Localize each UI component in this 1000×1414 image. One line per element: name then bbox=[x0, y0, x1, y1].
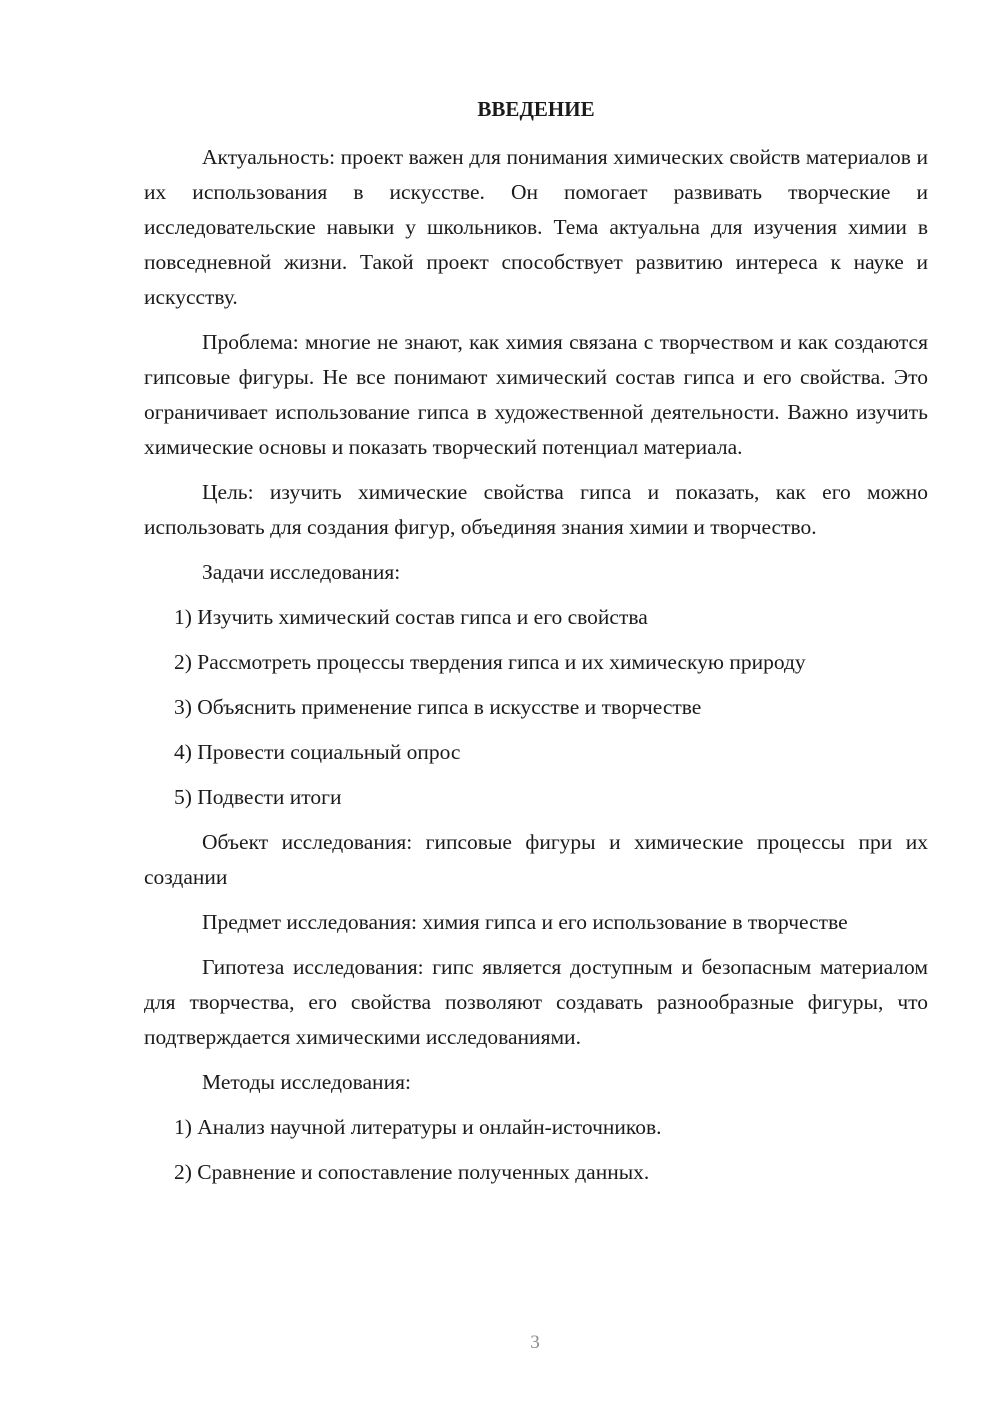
tasks-heading: Задачи исследования: bbox=[202, 560, 401, 584]
page-number: 3 bbox=[530, 1332, 540, 1353]
task-item: 4) Провести социальный опрос bbox=[174, 740, 461, 764]
document-page bbox=[144, 92, 928, 1200]
methods-heading: Методы исследования: bbox=[202, 1070, 411, 1094]
subject-paragraph: Предмет исследования: химия гипса и его использование в творчестве bbox=[202, 910, 848, 934]
section-title: ВВЕДЕНИЕ bbox=[477, 97, 595, 121]
tasks-list bbox=[144, 600, 928, 815]
hypothesis-paragraph: Гипотеза исследования: гипс является доступным и безопасным материалом для творчества, его свойства позволяют создавать разнообразные фигуры, что подтверждается химическими исследованиями. bbox=[144, 955, 928, 1049]
goal-paragraph: Цель: изучить химические свойства гипса и показать, как его можно использовать для создания фигур, объединяя знания химии и творчество. bbox=[144, 480, 928, 539]
methods-list bbox=[144, 1110, 928, 1190]
problem-paragraph: Проблема: многие не знают, как химия связана с творчеством и как создаются гипсовые фигуры. Не все понимают химический состав гипса и его свойства. Это ограничивает использование гипса в художественной деятельности. Важно изучить химические основы и показать творческий потенциал материала. bbox=[144, 330, 928, 459]
task-item: 3) Объяснить применение гипса в искусстве и творчестве bbox=[174, 695, 702, 719]
method-item: 2) Сравнение и сопоставление полученных данных. bbox=[174, 1160, 650, 1184]
object-paragraph: Объект исследования: гипсовые фигуры и химические процессы при их создании bbox=[144, 830, 928, 889]
task-item: 5) Подвести итоги bbox=[174, 785, 342, 809]
relevance-paragraph: Актуальность: проект важен для понимания химических свойств материалов и их использования в искусстве. Он помогает развивать творческие и исследовательские навыки у школьников. Тема актуальна для изучения химии в повседневной жизни. Такой проект способствует развитию интереса к науке и искусству. bbox=[144, 145, 928, 309]
method-item: 1) Анализ научной литературы и онлайн-источников. bbox=[174, 1115, 662, 1139]
task-item: 1) Изучить химический состав гипса и его свойства bbox=[174, 605, 648, 629]
task-item: 2) Рассмотреть процессы твердения гипса и их химическую природу bbox=[174, 650, 806, 674]
